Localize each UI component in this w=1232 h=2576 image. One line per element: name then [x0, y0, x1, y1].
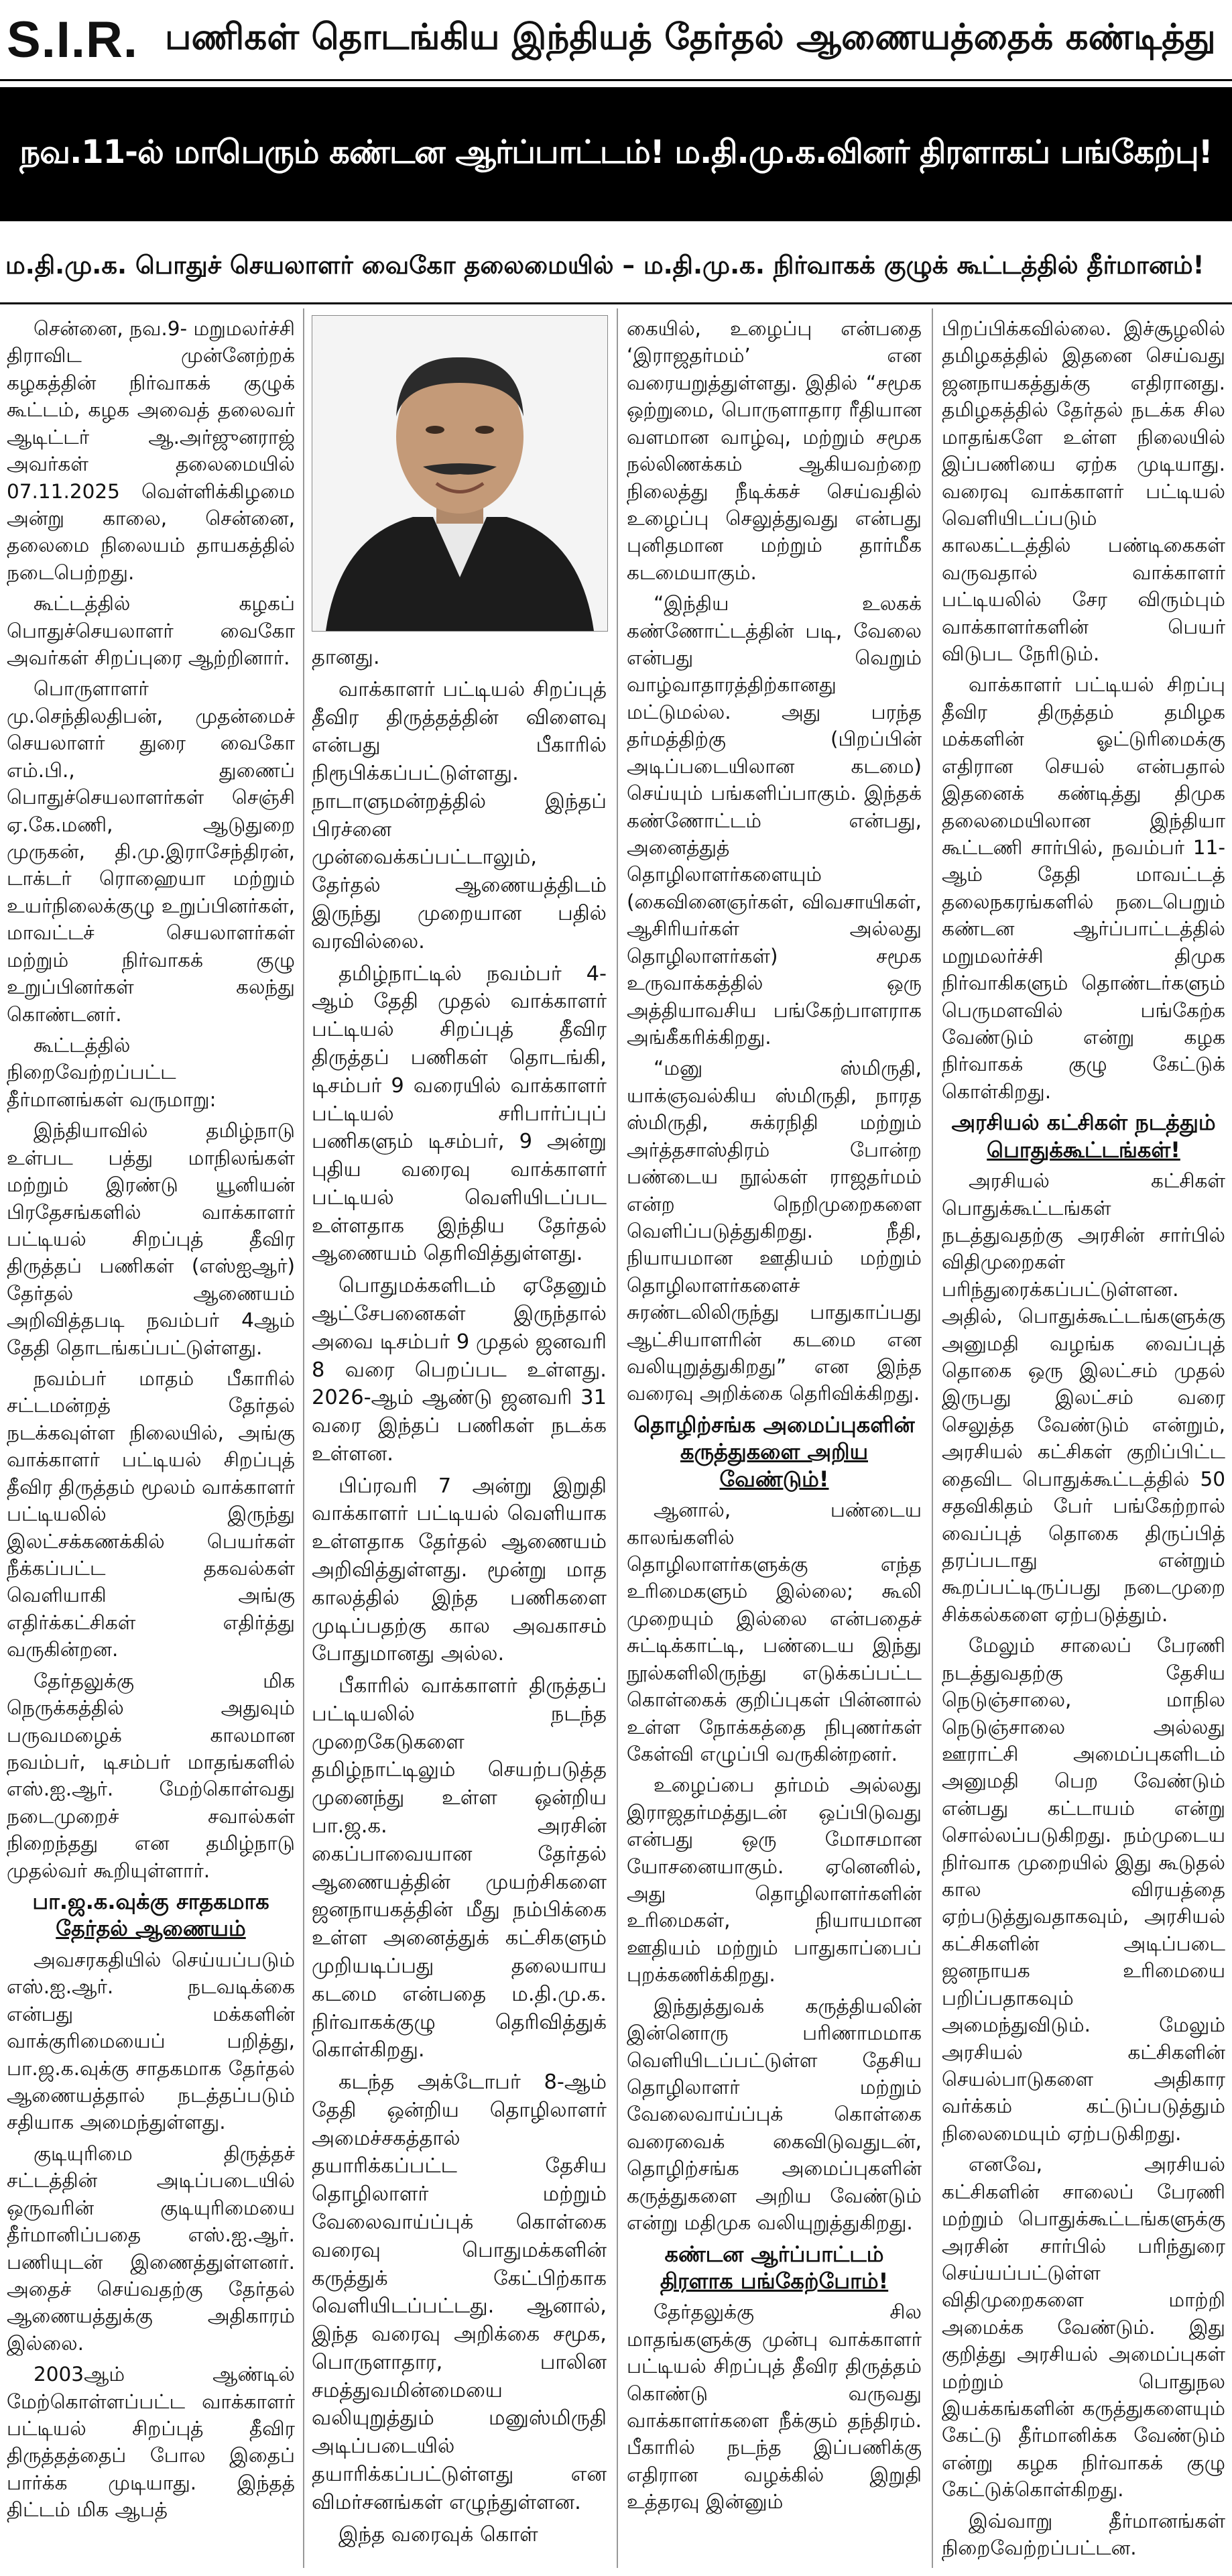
subheading: கருத்துகளை அறிய வேண்டும்!	[680, 1439, 868, 1492]
paragraph: வாக்காளர் பட்டியல் சிறப்புத் தீவிர திருத்தத்தின் விளைவு என்பது பீகாரில் நிரூபிக்கப்பட்டுள்ளது. நாடாளுமன்றத்தில் இந்தப் பிரச்னை முன்வைக்கப்பட்டாலும், தேர்தல் ஆணையத்திடம் இருந்து முறையான பதில் வரவில்லை.	[312, 677, 607, 953]
subheading: பொதுக்கூட்டங்கள்!	[987, 1136, 1180, 1163]
leader-photo	[312, 315, 608, 632]
article-column-4	[942, 315, 1225, 2566]
paragraph: நவம்பர் மாதம் பீகாரில் சட்டமன்றத் தேர்தல் நடக்கவுள்ள நிலையில், அங்கு வாக்காளர் பட்டியல் சிறப்புத் தீவிர திருத்தம் மூலம் வாக்காளர் பட்டியலில் இருந்து இலட்சக்கணக்கில் பெயர்கள் நீக்கப்பட்ட தகவல்கள் வெளியாகி அங்கு எதிர்க்கட்சிகள் எதிர்த்து வருகின்றன.	[7, 1367, 295, 1661]
portrait-figure	[312, 316, 607, 631]
subheading: தேர்தல் ஆணையம்	[56, 1916, 246, 1942]
subheading: அரசியல் கட்சிகள் நடத்தும்	[951, 1110, 1216, 1136]
column-rule	[617, 308, 618, 2568]
sir-tag: S.I.R.	[7, 11, 139, 68]
subheading: தொழிற்சங்க அமைப்புகளின்	[633, 1411, 915, 1438]
paragraph: தமிழ்நாட்டில் நவம்பர் 4-ஆம் தேதி முதல் வாக்காளர் பட்டியல் சிறப்புத் தீவிர திருத்தப் பணிகள் தொடங்கி, டிசம்பர் 9 வரையில் வாக்காளர் பட்டியல் சரிபார்ப்புப் பணிகளும் டிசம்பர், 9 அன்று புதிய வரைவு வாக்காளர் பட்டியல் வெளியிடப்பட உள்ளதாக இந்திய தேர்தல் ஆணையம் தெரிவித்துள்ளது.	[312, 961, 607, 1266]
article-column-2	[312, 644, 607, 2553]
paragraph: அவசரகதியில் செய்யப்படும் எஸ்.ஐ.ஆர். நடவடிக்கை என்பது மக்களின் வாக்குரிமையைப் பறித்து, பா.ஜ.க.வுக்கு சாதகமாக தேர்தல் ஆணையத்தால் நடத்தப்படும் சதியாக அமைந்துள்ளது.	[7, 1948, 295, 2134]
paragraph: கடந்த அக்டோபர் 8-ஆம் தேதி ஒன்றிய தொழிலாளர் அமைச்சகத்தால் தயாரிக்கப்பட்ட தேசிய தொழிலாளர் மற்றும் வேலைவாய்ப்புக் கொள்கை வரைவு பொதுமக்களின் கருத்துக் கேட்பிற்காக வெளியிடப்பட்டது. ஆனால், இந்த வரைவு அறிக்கை சமூக, பொருளாதார, பாலின சமத்துவமின்மையை வலியுறுத்தும் மனுஸ்மிருதி அடிப்படையில் தயாரிக்கப்பட்டுள்ளது என விமர்சனங்கள் எழுந்துள்ளன.	[312, 2070, 607, 2514]
paragraph: பீகாரில் வாக்காளர் திருத்தப் பட்டியலில் நடந்த முறைகேடுகளை தமிழ்நாட்டிலும் செயற்படுத்த முனைந்து உள்ள ஒன்றிய பா.ஜ.க. அரசின் கைப்பாவையான தேர்தல் ஆணையத்தின் முயற்சிகளை ஜனநாயகத்தின் மீது நம்பிக்கை உள்ள அனைத்துக் கட்சிகளும் முறியடிப்பது தலையாய கடமை என்பதை ம.தி.மு.க. நிர்வாகக்குழு தெரிவித்துக் கொள்கிறது.	[312, 1674, 607, 2062]
paragraph: பிறப்பிக்கவில்லை. இச்சூழலில் தமிழகத்தில் இதனை செய்வது ஜனநாயகத்துக்கு எதிரானது. தமிழகத்தில் தேர்தல் நடக்க சில மாதங்களே உள்ள நிலையில் இப்பணியை ஏற்க முடியாது. வரைவு வாக்காளர் பட்டியல் வெளியிடப்படும் காலகட்டத்தில் பண்டிகைகள் வருவதால் வாக்காளர் பட்டியலில் சேர விரும்பும் வாக்காளர்களின் பெயர் விடுபட நேரிடும்.	[942, 317, 1225, 666]
kicker-text: பணிகள் தொடங்கிய இந்தியத் தேர்தல் ஆணையத்தைக் கண்டித்து	[165, 17, 1216, 58]
paragraph: இந்த வரைவுக் கொள்	[338, 2522, 538, 2546]
paragraph: தேர்தலுக்கு மிக நெருக்கத்தில் அதுவும் பருவமழைக் காலமான நவம்பர், டிசம்பர் மாதங்களில் எஸ்.ஐ.ஆர். மேற்கொள்வது நடைமுறைச் சவால்கள் நிறைந்தது என தமிழ்நாடு முதல்வர் கூறியுள்ளார்.	[7, 1669, 295, 1882]
column-rule	[303, 308, 304, 2568]
paragraph: மேலும் சாலைப் பேரணி நடத்துவதற்கு தேசிய நெடுஞ்சாலை, மாநில நெடுஞ்சாலை அல்லது ஊராட்சி அமைப்புகளிடம் அனுமதி பெற வேண்டும் என்பது கட்டாயம் என்று சொல்லப்படுகிறது. நம்முடைய நிர்வாக முறையில் இது கூடுதல் கால விரயத்தை ஏற்படுத்துவதாகவும், அரசியல் கட்சிகளின் அடிப்படை ஜனநாயக உரிமையை பறிப்பதாகவும் அமைந்துவிடும். மேலும் அரசியல் கட்சிகளின் செயல்பாடுகளை அதிகார வர்க்கம் கட்டுப்படுத்தும் நிலைமையும் ஏற்படுகிறது.	[942, 1634, 1225, 2145]
paragraph: இந்துத்துவக் கருத்தியலின் இன்னொரு பரிணாமமாக வெளியிடப்பட்டுள்ள தேசிய தொழிலாளர் மற்றும் வேலைவாய்ப்புக் கொள்கை வரைவைக் கைவிடுவதுடன், தொழிற்சங்க அமைப்புகளின் கருத்துகளை அறிய வேண்டும் என்று மதிமுக வலியுறுத்துகிறது.	[627, 1994, 922, 2235]
article-column-3	[627, 315, 922, 2520]
paragraph: கூட்டத்தில் நிறைவேற்றப்பட்ட தீர்மானங்கள் வருமாறு:	[7, 1033, 217, 1111]
paragraph: குடியுரிமை திருத்தச் சட்டத்தின் அடிப்படையில் ஒருவரின் குடியுரிமையை தீர்மானிப்பதை எஸ்.ஐ.ஆர். பணியுடன் இணைத்துள்ளனர். அதைச் செய்வதற்கு தேர்தல் ஆணையத்துக்கு அதிகாரம் இல்லை.	[7, 2142, 295, 2355]
paragraph: பொதுமக்களிடம் ஏதேனும் ஆட்சேபனைகள் இருந்தால் அவை டிசம்பர் 9 முதல் ஜனவரி 8 வரை பெறப்பட உள்ளது. 2026-ஆம் ஆண்டு ஜனவரி 31 வரை இந்தப் பணிகள் நடக்க உள்ளன.	[312, 1274, 607, 1466]
paragraph: பொருளாளர் மு.செந்திலதிபன், முதன்மைச் செயலாளர் துரை வைகோ எம்.பி., துணைப் பொதுச்செயலாளர்கள் செஞ்சி ஏ.கே.மணி, ஆடுதுறை முருகன், தி.மு.இராசேந்திரன், டாக்டர் ரொஹையா மற்றும் உயர்நிலைக்குழு உறுப்பினர்கள், மாவட்டச் செயலாளர்கள் மற்றும் நிர்வாகக் குழு உறுப்பினர்கள் கலந்து கொண்டனர்.	[7, 677, 295, 1026]
subheading: பா.ஜ.க.வுக்கு சாதகமாக	[32, 1889, 269, 1915]
paragraph: ஆனால், பண்டைய காலங்களில் தொழிலாளர்களுக்கு எந்த உரிமைகளும் இல்லை; கூலி முறையும் இல்லை என்பதைச் சுட்டிக்காட்டி, பண்டைய இந்து நூல்களிலிருந்து எடுக்கப்பட்ட கொள்கைக் குறிப்புகள் பின்னால் உள்ள நோக்கத்தை நிபுணர்கள் கேள்வி எழுப்பி வருகின்றனர்.	[627, 1499, 922, 1765]
main-headline: நவ.11-ல் மாபெரும் கண்டன ஆர்ப்பாட்டம்! ம.தி.மு.க.வினர் திரளாகப் பங்கேற்பு!	[19, 133, 1213, 171]
paragraph: கையில், உழைப்பு என்பதை ‘இராஜதர்மம்’ என வரையறுத்துள்ளது. இதில் “சமூக ஒற்றுமை, பொருளாதார ரீதியான வளமான வாழ்வு, மற்றும் சமூக நல்லிணக்கம் ஆகியவற்றை நிலைத்து நீடிக்கச் செய்வதில் உழைப்பு செலுத்துவது என்பது புனிதமான மற்றும் தார்மீக கடமையாகும்.	[627, 317, 922, 584]
subhead-bar	[0, 231, 1232, 304]
article-column-1	[7, 315, 295, 2528]
paragraph: இவ்வாறு தீர்மானங்கள் நிறைவேற்றப்பட்டன.	[942, 2509, 1225, 2560]
paragraph: எனவே, அரசியல் கட்சிகளின் சாலைப் பேரணி மற்றும் பொதுக்கூட்டங்களுக்கு அரசின் சார்பில் பரிந்துரை செய்யப்பட்டுள்ள விதிமுறைகளை மாற்றி அமைக்க வேண்டும். இது குறித்து அரசியல் அமைப்புகள் மற்றும் பொதுநல இயக்கங்களின் கருத்துகளையும் கேட்டு தீர்மானிக்க வேண்டும் என்று கழக நிர்வாகக் குழு கேட்டுக்கொள்கிறது.	[942, 2153, 1225, 2502]
paragraph: பிப்ரவரி 7 அன்று இறுதி வாக்காளர் பட்டியல் வெளியாக உள்ளதாக தேர்தல் ஆணையம் அறிவித்துள்ளது. மூன்று மாத காலத்தில் இந்த பணிகளை முடிப்பதற்கு கால அவகாசம் போதுமானது அல்ல.	[312, 1474, 607, 1666]
subheading: கண்டன ஆர்ப்பாட்டம்	[664, 2241, 884, 2267]
subheading: திரளாக பங்கேற்போம்!	[660, 2268, 889, 2294]
main-headline-band	[0, 87, 1232, 221]
paragraph: கூட்டத்தில் கழகப் பொதுச்செயலாளர் வைகோ அவர்கள் சிறப்புரை ஆற்றினார்.	[7, 592, 295, 670]
paragraph: தேர்தலுக்கு சில மாதங்களுக்கு முன்பு வாக்காளர் பட்டியல் சிறப்புத் தீவிர திருத்தம் கொண்டு வருவது வாக்காளர்களை நீக்கும் தந்திரம். பீகாரில் நடந்த இப்பணிக்கு எதிரான வழக்கில் இறுதி உத்தரவு இன்னும்	[627, 2300, 922, 2514]
paragraph: இந்தியாவில் தமிழ்நாடு உள்பட பத்து மாநிலங்கள் மற்றும் இரண்டு யூனியன் பிரதேசங்களில் வாக்காளர் பட்டியல் சிறப்புத் தீவிர திருத்தப் பணிகள் (எஸ்ஐஆர்) தேர்தல் ஆணையம் அறிவித்தபடி நவம்பர் 4ஆம் தேதி தொடங்கப்பட்டுள்ளது.	[7, 1119, 295, 1359]
subhead: ம.தி.மு.க. பொதுச் செயலாளர் வைகோ தலைமையில் – ம.தி.மு.க. நிர்வாகக் குழுக் கூட்டத்தில் தீர்மானம்!	[5, 251, 1205, 280]
kicker-bar	[0, 0, 1232, 81]
paragraph: 2003ஆம் ஆண்டில் மேற்கொள்ளப்பட்ட வாக்காளர் பட்டியல் சிறப்புத் தீவிர திருத்தத்தைப் போல இதைப் பார்க்க முடியாது. இந்தத் திட்டம் மிக ஆபத்	[7, 2363, 295, 2522]
paragraph: சென்னை, நவ.9- மறுமலர்ச்சி திராவிட முன்னேற்றக் கழகத்தின் நிர்வாகக் குழுக் கூட்டம், கழக அவைத் தலைவர் ஆடிட்டர் ஆ.அர்ஜுனராஜ் அவர்கள் தலைமையில் 07.11.2025 வெள்ளிக்கிழமை அன்று காலை, சென்னை, தலைமை நிலையம் தாயகத்தில் நடைபெற்றது.	[7, 317, 295, 584]
paragraph: “இந்திய உலகக் கண்ணோட்டத்தின் படி, வேலை என்பது வெறும் வாழ்வாதாரத்திற்கானது மட்டுமல்ல. அது பரந்த தர்மத்திற்கு (பிறப்பின் அடிப்படையிலான கடமை) செய்யும் பங்களிப்பாகும். இந்தக் கண்ணோட்டம் என்பது, அனைத்துத் தொழிலாளர்களையும் (கைவினைஞர்கள், விவசாயிகள், ஆசிரியர்கள் அல்லது தொழிலாளர்கள்) சமூக உருவாக்கத்தில் ஒரு அத்தியாவசிய பங்கேற்பாளராக அங்கீகரிக்கிறது.	[627, 592, 922, 1049]
paragraph: தானது.	[312, 646, 380, 669]
paragraph: அரசியல் கட்சிகள் பொதுக்கூட்டங்கள் நடத்துவதற்கு அரசின் சார்பில் விதிமுறைகள் பரிந்துரைக்கப்பட்டுள்ளன. அதில், பொதுக்கூட்டங்களுக்கு அனுமதி வழங்க வைப்புத் தொகை ஒரு இலட்சம் முதல் இருபது இலட்சம் வரை செலுத்த வேண்டும் என்றும், அரசியல் கட்சிகள் குறிப்பிட்ட தைவிட பொதுக்கூட்டத்தில் 50 சதவிகிதம் பேர் பங்கேற்றால் வைப்புத் தொகை திருப்பித் தரப்படாது என்றும் கூறப்பட்டிருப்பது நடைமுறை சிக்கல்களை ஏற்படுத்தும்.	[942, 1169, 1225, 1626]
paragraph: உழைப்பை தர்மம் அல்லது இராஜதர்மத்துடன் ஒப்பிடுவது என்பது ஒரு மோசமான யோசனையாகும். ஏனெனில், அது தொழிலாளர்களின் உரிமைகள், நியாயமான ஊதியம் மற்றும் பாதுகாப்பைப் புறக்கணிக்கிறது.	[627, 1773, 922, 1987]
paragraph: வாக்காளர் பட்டியல் சிறப்பு தீவிர திருத்தம் தமிழக மக்களின் ஓட்டுரிமைக்கு எதிரான செயல் என்பதால் இதனைக் கண்டித்து திமுக தலைமையிலான இந்தியா கூட்டணி சார்பில், நவம்பர் 11-ஆம் தேதி மாவட்டத் தலைநகரங்களில் நடைபெறும் கண்டன ஆர்ப்பாட்டத்தில் மறுமலர்ச்சி திமுக நிர்வாகிகளும் தொண்டர்களும் பெருமளவில் பங்கேற்க வேண்டும் என்று கழக நிர்வாகக் குழு கேட்டுக் கொள்கிறது.	[942, 673, 1225, 1103]
column-rule	[932, 308, 933, 2568]
paragraph: “மனு ஸ்மிருதி, யாக்ஞவல்கிய ஸ்மிருதி, நாரத ஸ்மிருதி, சுக்ரநிதி மற்றும் அர்த்தசாஸ்திரம் போன்ற பண்டைய நூல்கள் ராஜதர்மம் என்ற நெறிமுறைகளை வெளிப்படுத்துகிறது. நீதி, நியாயமான ஊதியம் மற்றும் தொழிலாளர்களைச் சுரண்டலிலிருந்து பாதுகாப்பது ஆட்சியாளரின் கடமை என வலியுறுத்துகிறது” என இந்த வரைவு அறிக்கை தெரிவிக்கிறது.	[627, 1057, 922, 1405]
